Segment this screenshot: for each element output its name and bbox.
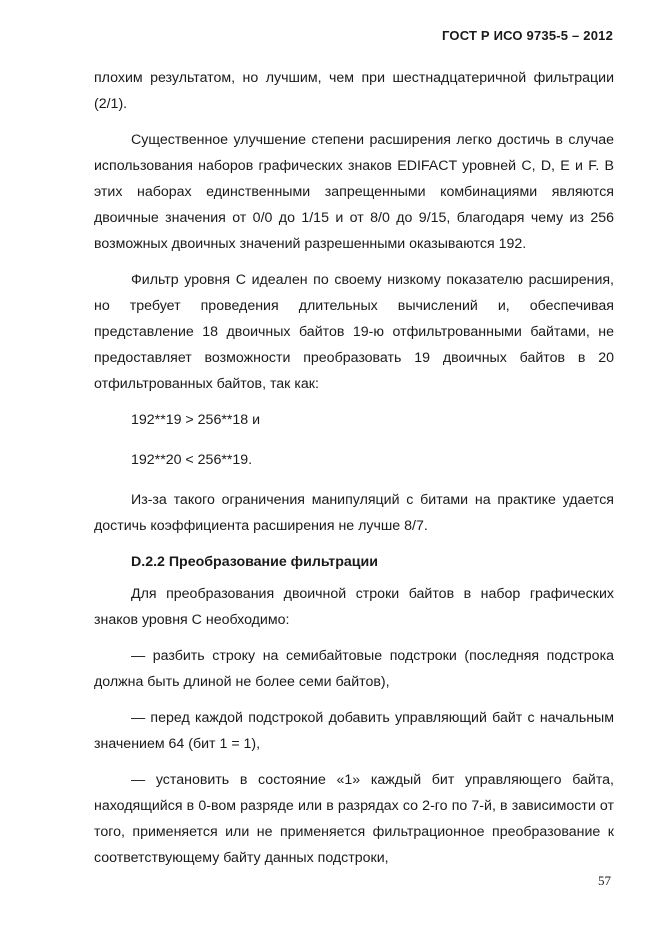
formula-line-1: 192**19 > 256**18 и [131, 412, 261, 428]
paragraph-conversion-intro: Для преобразования двоичной строки байтов в набор графических знаков уровня С необходимо: [94, 586, 614, 628]
paragraph-level-c-filter: Фильтр уровня С идеален по своему низкому показателю расширения, но требует проведения длительных вычислений и, обеспечивая представление 18 двоичных байтов 19-ю отфильтрованными байтами, не предоставляет возможности преобразовать 19 двоичных байтов в 20 отфильтрованных байтов, так как: [94, 272, 614, 392]
paragraph-expansion-improvement: Существенное улучшение степени расширения легко достичь в случае использования наборов графических знаков EDIFACT уровней С, D, E и F. В этих наборах единственными запрещенными комбинациями являются двоичные значения от 0/0 до 1/15 и от 8/0 до 9/15, благодаря чему из 256 возможных двоичных значений разрешенными оказываются 192. [94, 132, 614, 252]
paragraph-bit-limitation: Из-за такого ограничения манипуляций с битами на практике удается достичь коэффициента расширения не лучше 8/7. [94, 492, 614, 534]
paragraph-continuation: плохим результатом, но лучшим, чем при шестнадцатеричной фильтрации (2/1). [94, 70, 614, 112]
list-item: — установить в состояние «1» каждый бит управляющего байта, находящийся в 0-вом разряде или в разрядах со 2-го по 7-й, в зависимости от того, применяется или не применяется фильтрационное преобразование к соответствующему байту данных подстроки, [94, 772, 614, 866]
list-item: — перед каждой подстрокой добавить управляющий байт с начальным значением 64 (бит 1 = 1), [94, 710, 614, 752]
formula-line-2: 192**20 < 256**19. [131, 452, 253, 468]
section-heading: D.2.2 Преобразование фильтрации [131, 554, 378, 570]
document-header: ГОСТ Р ИСО 9735-5 – 2012 [442, 28, 613, 43]
document-body [94, 65, 614, 881]
list-item: — разбить строку на семибайтовые подстроки (последняя подстрока должна быть длиной не более семи байтов), [94, 648, 614, 690]
page-number: 57 [598, 873, 611, 888]
